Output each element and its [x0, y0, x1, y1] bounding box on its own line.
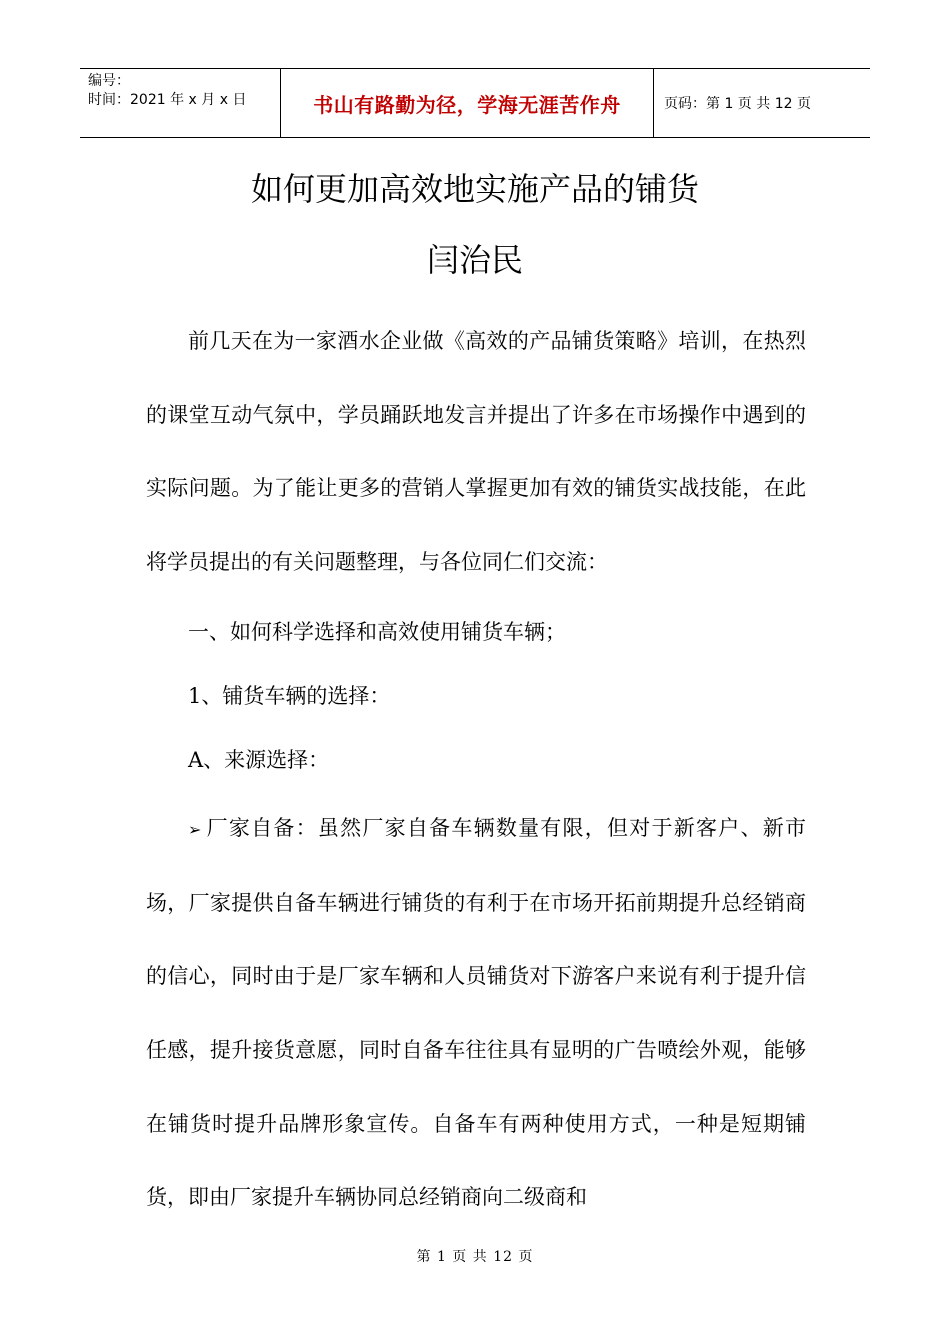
document-title: 如何更加高效地实施产品的铺货	[250, 170, 699, 208]
sub-heading-1: 1、铺货车辆的选择：	[188, 683, 391, 708]
date-label: 时间：2021 年 x 月 x 日	[88, 92, 247, 108]
header-motto: 书山有路勤为径，学海无涯苦作舟	[281, 69, 654, 137]
intro-paragraph: 前几天在为一家酒水企业做《高效的产品铺货策略》培训，在热烈的课堂互动气氛中，学员踊跃地发言并提出了许多在市场操作中遇到的实际问题。为了能让更多的营销人掌握更加有效的铺货实战技能，在此将学员提出的有关问题整理，与各位同仁们交流：	[146, 329, 806, 575]
header-left-cell	[80, 69, 281, 137]
document-body	[146, 305, 806, 1235]
sub-heading-a: A、来源选择：	[188, 747, 330, 772]
header-table	[80, 68, 870, 138]
arrow-bullet-icon: ➢	[188, 819, 202, 839]
bullet-text-1: 厂家自备：虽然厂家自备车辆数量有限，但对于新客户、新市场，厂家提供自备车辆进行铺货的有利于在市场开拓前期提升总经销商的信心，同时由于是厂家车辆和人员铺货对下游客户来说有利于提升信任感，提升接货意愿，同时自备车往往具有显明的广告喷绘外观，能够在铺货时提升品牌形象宣传。自备车有两种使用方式，一种是短期铺货，即由厂家提升车辆协同总经销商向二级商和	[146, 815, 806, 1210]
section-heading-1: 一、如何科学选择和高效使用铺货车辆；	[188, 619, 566, 644]
bullet-paragraph-1	[146, 792, 806, 1235]
page-footer: 第 1 页 共 12 页	[416, 1249, 534, 1265]
document-author: 闫治民	[426, 241, 523, 279]
header-page-info: 页码：第 1 页 共 12 页	[664, 96, 811, 112]
number-label: 编号：	[88, 73, 130, 89]
